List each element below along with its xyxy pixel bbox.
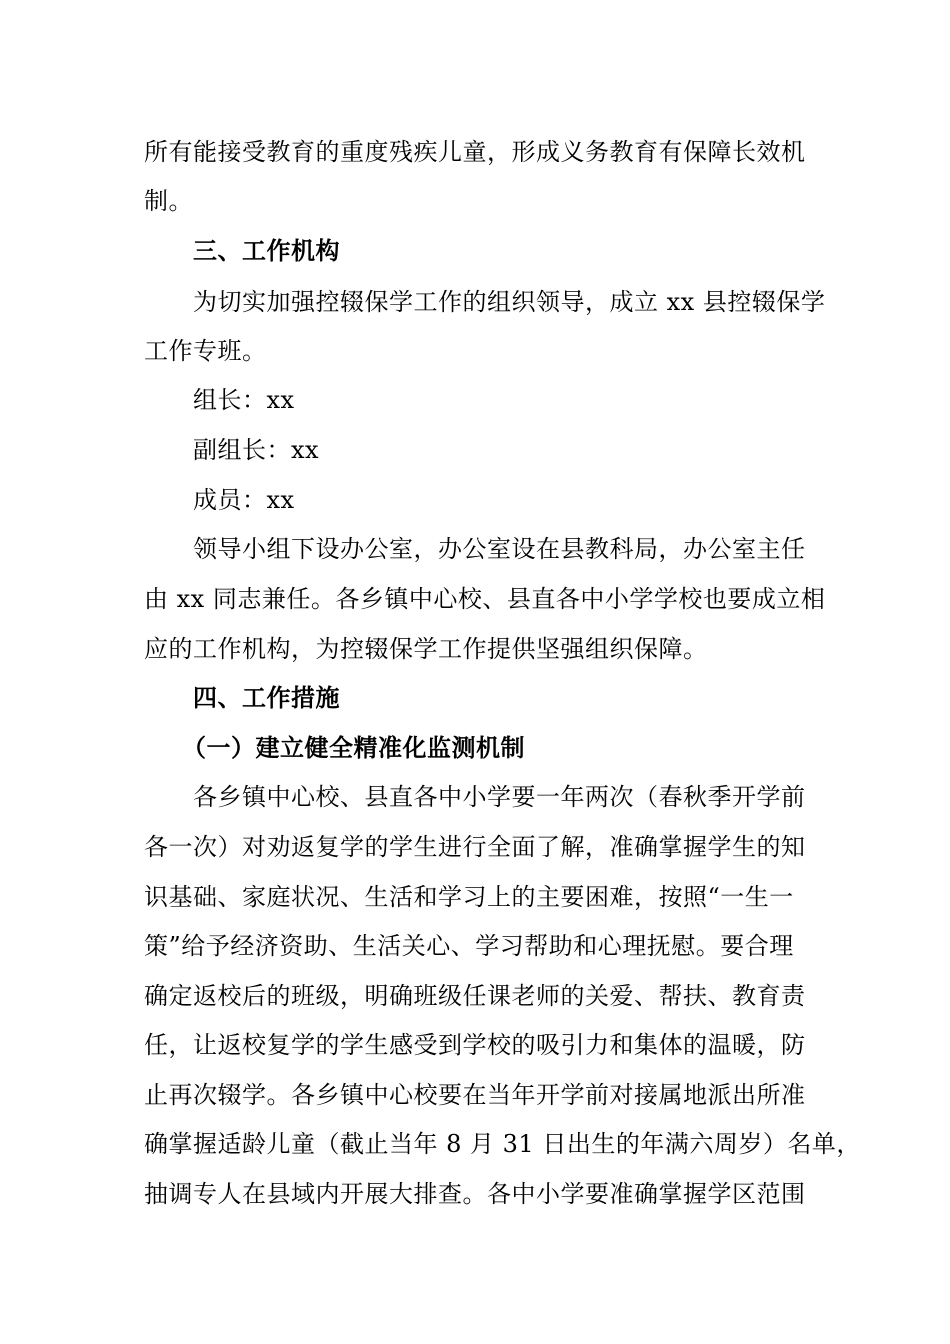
body-line: 领导小组下设办公室，办公室设在县教科局，办公室主任 — [193, 535, 806, 563]
section-heading-3: 三、工作机构 — [193, 237, 340, 265]
body-line: 各一次）对劝返复学的学生进行全面了解，准确掌握学生的知 — [144, 833, 806, 861]
body-line: 抽调专人在县域内开展大排查。各中小学要准确掌握学区范围 — [144, 1180, 806, 1208]
body-line: 识基础、家庭状况、生活和学习上的主要困难，按照“一生一 — [144, 883, 794, 911]
body-line: 策”给予经济资助、生活关心、学习帮助和心理抚慰。要合理 — [144, 932, 794, 960]
body-line: 为切实加强控辍保学工作的组织领导，成立 xx 县控辍保学 — [193, 288, 826, 316]
leader-line: 组长：xx — [193, 386, 295, 414]
body-line: 止再次辍学。各乡镇中心校要在当年开学前对接属地派出所准 — [144, 1081, 806, 1109]
body-line: 确掌握适龄儿童（截止当年 8 月 31 日出生的年满六周岁）名单， — [144, 1130, 861, 1158]
body-line: 各乡镇中心校、县直各中小学要一年两次（春秋季开学前 — [193, 783, 806, 811]
deputy-leader-line: 副组长：xx — [193, 436, 320, 464]
body-line: 确定返校后的班级，明确班级任课老师的关爱、帮扶、教育责 — [144, 982, 806, 1010]
subsection-heading: （一）建立健全精准化监测机制 — [182, 734, 525, 762]
body-line: 由 xx 同志兼任。各乡镇中心校、县直各中小学学校也要成立相 — [144, 585, 826, 613]
body-line: 制。 — [144, 187, 193, 215]
body-line: 应的工作机构，为控辍保学工作提供坚强组织保障。 — [144, 635, 708, 663]
body-line: 任，让返校复学的学生感受到学校的吸引力和集体的温暖，防 — [144, 1031, 806, 1059]
body-line: 工作专班。 — [144, 337, 267, 365]
body-line: 所有能接受教育的重度残疾儿童，形成义务教育有保障长效机 — [144, 138, 806, 166]
section-heading-4: 四、工作措施 — [193, 684, 340, 712]
members-line: 成员：xx — [193, 486, 295, 514]
